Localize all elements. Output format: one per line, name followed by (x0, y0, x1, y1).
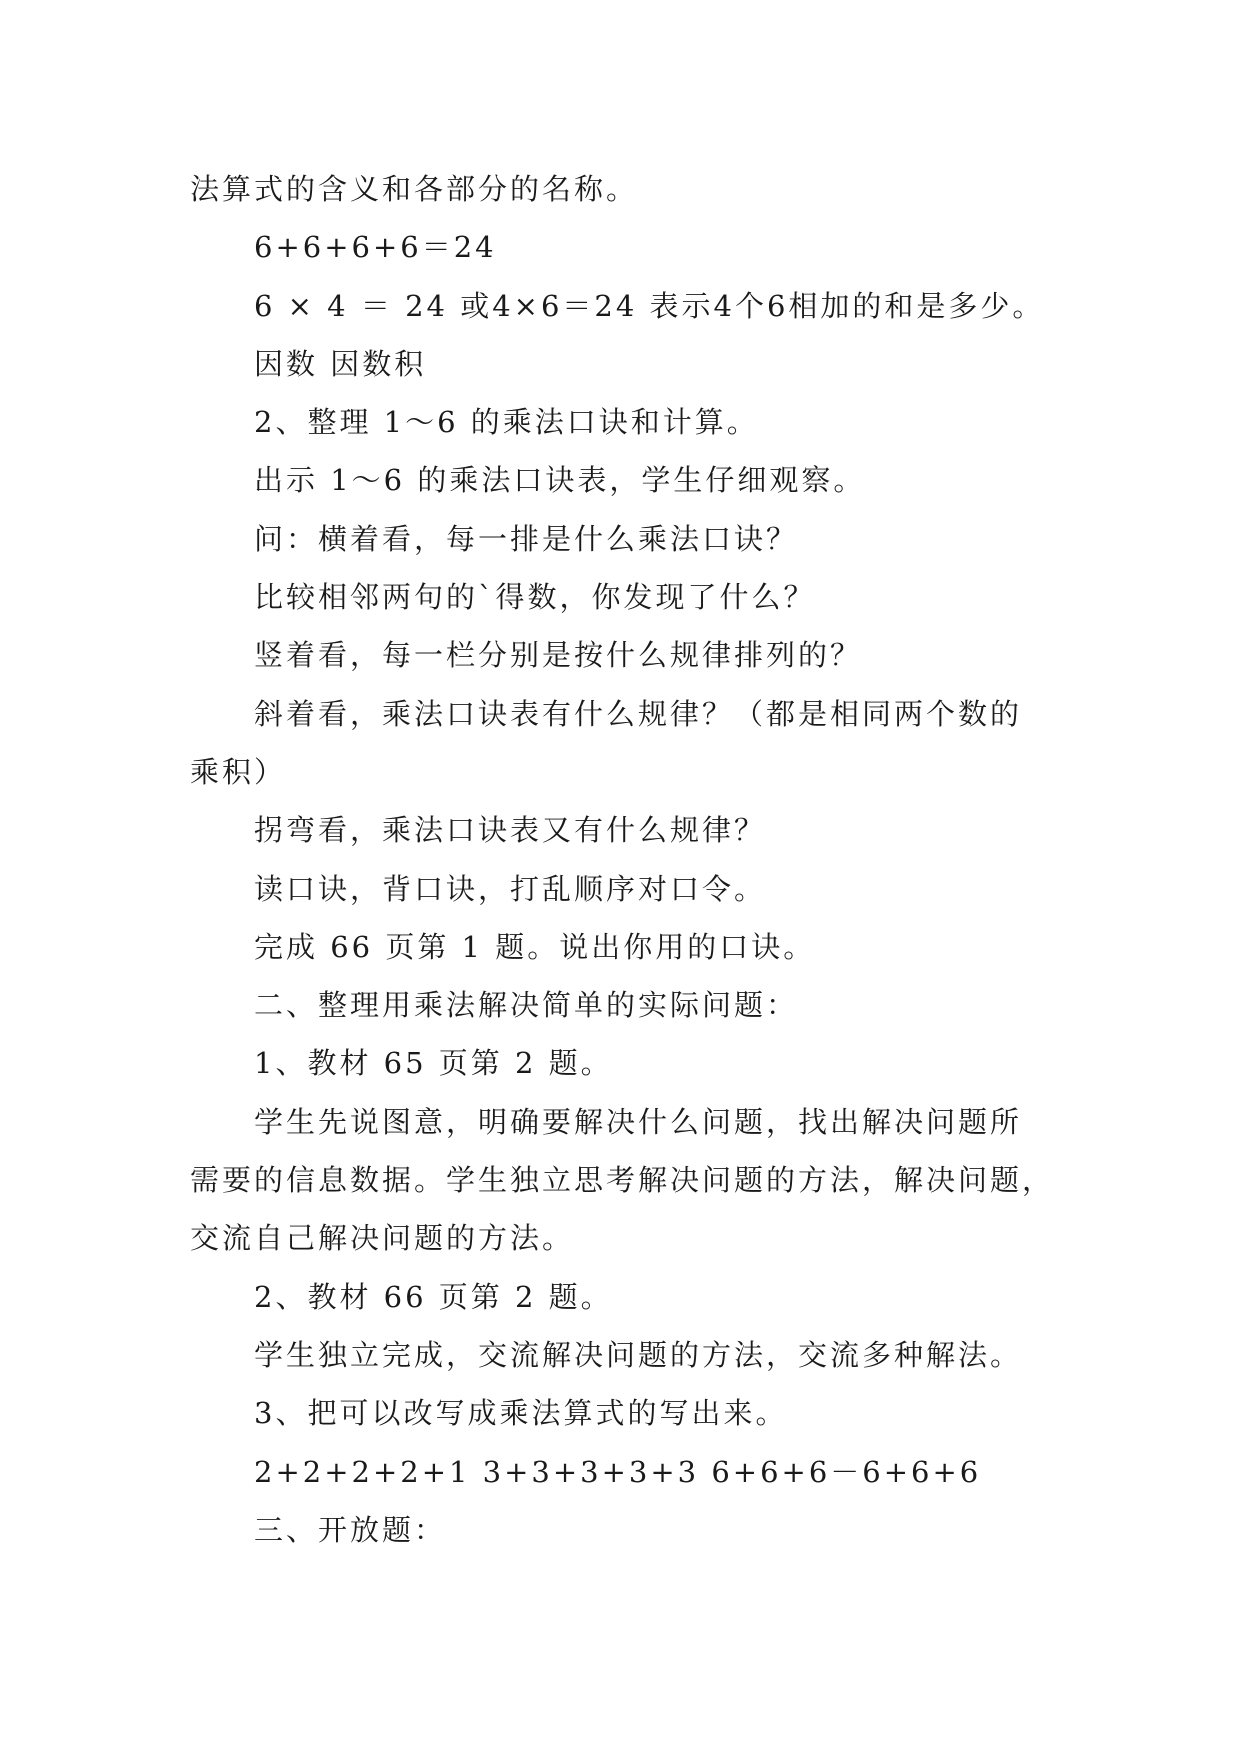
text-line-22: 3、把可以改写成乘法算式的写出来。 (254, 1396, 788, 1431)
document-body (190, 160, 1070, 1559)
text-line-24: 三、开放题： (254, 1512, 447, 1547)
text-line-9: 竖着看，每一栏分别是按什么规律排列的？ (254, 638, 863, 673)
text-line-1: 法算式的含义和各部分的名称。 (190, 172, 639, 206)
text-line-2: 6+6+6+6＝24 (254, 230, 497, 265)
text-line-14: 完成 66 页第 1 题。说出你用的口诀。 (254, 929, 816, 964)
text-line-23: 2+2+2+2+1 3+3+3+3+3 6+6+6－6+6+6 (254, 1454, 982, 1489)
text-line-18: 需要的信息数据。学生独立思考解决问题的方法，解决问题， (190, 1163, 1055, 1198)
text-line-7: 问：横着看，每一排是什么乘法口诀？ (254, 521, 799, 556)
text-line-12: 拐弯看，乘法口诀表又有什么规律？ (254, 813, 767, 848)
text-line-10: 斜着看，乘法口诀表有什么规律？（都是相同两个数的 (254, 696, 1023, 731)
text-line-6: 出示 1～6 的乘法口诀表，学生仔细观察。 (254, 463, 866, 498)
text-line-8: 比较相邻两句的`得数，你发现了什么？ (254, 580, 816, 615)
text-line-4: 因数 因数积 (254, 346, 427, 381)
text-line-15: 二、整理用乘法解决简单的实际问题： (254, 988, 799, 1023)
text-line-17: 学生先说图意，明确要解决什么问题，找出解决问题所 (254, 1104, 1023, 1139)
text-line-11: 乘积） (190, 754, 287, 789)
text-line-16: 1、教材 65 页第 2 题。 (254, 1046, 613, 1081)
text-line-21: 学生独立完成，交流解决问题的方法，交流多种解法。 (254, 1337, 1023, 1372)
text-line-19: 交流自己解决问题的方法。 (190, 1221, 575, 1256)
text-line-5: 2、整理 1～6 的乘法口诀和计算。 (254, 405, 759, 440)
text-line-3: 6 × 4 ＝ 24 或4×6＝24 表示4个6相加的和是多少。 (254, 288, 1045, 323)
text-line-20: 2、教材 66 页第 2 题。 (254, 1279, 613, 1314)
text-line-13: 读口诀，背口诀，打乱顺序对口令。 (254, 871, 767, 906)
